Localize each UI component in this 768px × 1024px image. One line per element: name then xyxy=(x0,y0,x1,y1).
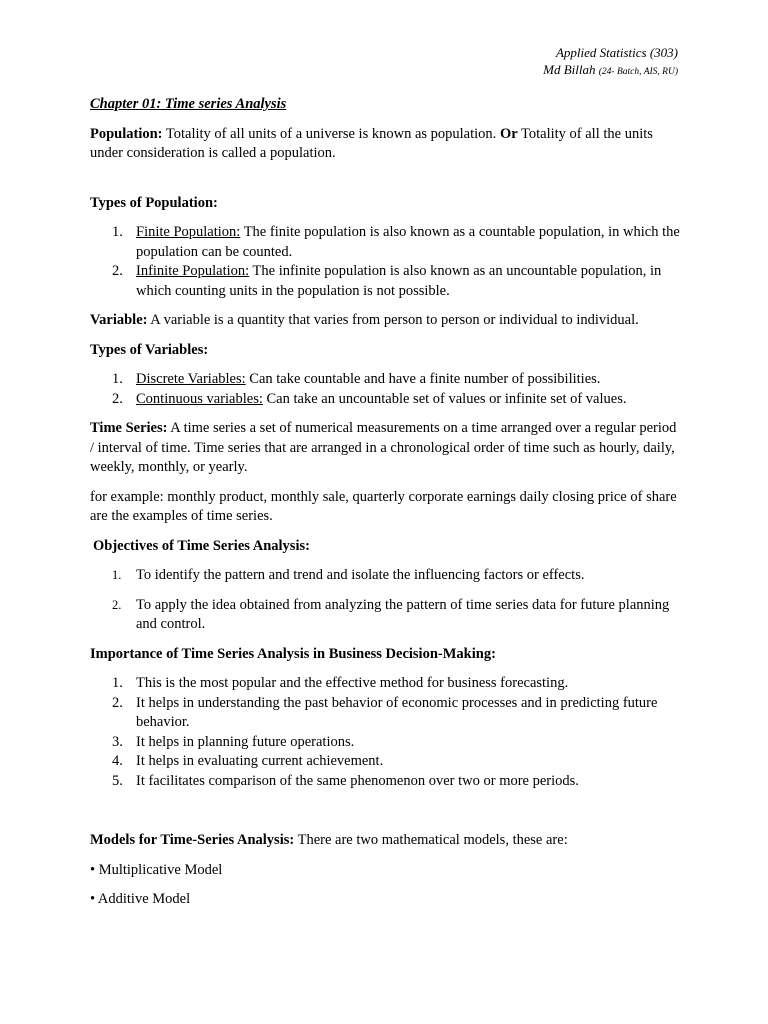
list-item xyxy=(90,674,680,694)
list-text: It facilitates comparison of the same phenomenon over two or more periods. xyxy=(136,772,579,789)
time-series-term: Time Series: xyxy=(90,420,168,436)
list-text: The finite population is also known as a countable population, in which the population can be counted. xyxy=(136,224,680,260)
objectives-heading: Objectives of Time Series Analysis: xyxy=(93,537,310,554)
list-item xyxy=(90,566,680,586)
bullet-additive-model: • Additive Model xyxy=(90,891,191,907)
author-name: Md Billah xyxy=(543,62,596,77)
population-def1: Totality of all units of a universe is known as population. xyxy=(162,125,500,142)
list-number: 1. xyxy=(112,224,123,240)
bullet-multiplicative-model: • Multiplicative Model xyxy=(90,861,223,878)
time-series-example: for example: monthly product, monthly sale, quarterly corporate earnings daily closing price of share are the examples of time series. xyxy=(90,488,677,524)
population-def2: Totality of all the units under consideration is called a population. xyxy=(90,125,653,161)
chapter-title: Chapter 01: Time series Analysis xyxy=(90,96,287,112)
list-text: It helps in evaluating current achievement. xyxy=(136,753,384,769)
list-item xyxy=(90,370,680,390)
types-variables-heading: Types of Variables: xyxy=(90,341,209,358)
list-text: To identify the pattern and trend and isolate the influencing factors or effects. xyxy=(136,567,585,583)
list-item xyxy=(90,262,680,301)
list-number: 1. xyxy=(112,568,122,582)
types-population-heading: Types of Population: xyxy=(90,194,218,211)
variable-text: A variable is a quantity that varies from person to person or individual to individual. xyxy=(147,312,639,328)
population-definition xyxy=(90,125,680,164)
list-term: Infinite Population: xyxy=(136,263,250,279)
document-body xyxy=(90,95,680,910)
list-number: 2. xyxy=(112,597,122,612)
list-text: Can take countable and have a finite number of possibilities. xyxy=(245,371,601,387)
list-text: The infinite population is also known as an uncountable population, in which counting units in the population is not possible. xyxy=(136,263,662,299)
or-word: Or xyxy=(499,125,518,142)
list-number: 1. xyxy=(112,675,123,691)
list-item xyxy=(90,772,680,792)
list-number: 2. xyxy=(112,263,123,279)
models-text: There are two mathematical models, these are: xyxy=(294,832,568,848)
page-header xyxy=(543,44,678,81)
list-number: 2. xyxy=(112,390,123,407)
variable-definition xyxy=(90,311,680,331)
list-item xyxy=(90,733,680,753)
importance-list xyxy=(90,674,680,791)
author-note: (24- Batch, AIS, RU) xyxy=(598,67,678,77)
importance-heading: Importance of Time Series Analysis in Business Decision-Making: xyxy=(90,645,496,662)
list-item xyxy=(90,223,680,262)
models-intro xyxy=(90,831,680,851)
list-number: 2. xyxy=(112,694,123,711)
course-title: Applied Statistics (303) xyxy=(555,45,678,60)
list-number: 4. xyxy=(112,753,123,769)
models-term: Models for Time-Series Analysis: xyxy=(90,832,295,848)
list-text: To apply the idea obtained from analyzing the pattern of time series data for future planning and control. xyxy=(136,596,670,632)
list-term: Finite Population: xyxy=(136,224,241,240)
time-series-definition xyxy=(90,419,680,478)
list-term: Continuous variables: xyxy=(136,390,263,407)
time-series-text: A time series a set of numerical measurements on a time arranged over a regular period / interval of time. Time series that are arranged in a chronological order of time such as hourly, daily, weekly, monthly, or yearly. xyxy=(90,420,677,475)
variable-term: Variable: xyxy=(90,312,148,328)
list-term: Discrete Variables: xyxy=(136,371,246,387)
list-text: This is the most popular and the effective method for business forecasting. xyxy=(136,675,569,691)
types-variables-list xyxy=(90,370,680,409)
list-item xyxy=(90,390,680,410)
objectives-list xyxy=(90,566,680,635)
list-text: It helps in understanding the past behavior of economic processes and in predicting future behavior. xyxy=(136,694,658,730)
population-term: Population: xyxy=(90,125,163,142)
list-number: 3. xyxy=(112,733,123,750)
list-item xyxy=(90,694,680,733)
list-item xyxy=(90,596,680,635)
author-line xyxy=(543,61,678,81)
types-population-list xyxy=(90,223,680,301)
list-text: It helps in planning future operations. xyxy=(136,733,355,750)
list-text: Can take an uncountable set of values or infinite set of values. xyxy=(262,390,627,407)
list-number: 1. xyxy=(112,371,123,387)
list-item xyxy=(90,752,680,772)
list-number: 5. xyxy=(112,772,123,789)
